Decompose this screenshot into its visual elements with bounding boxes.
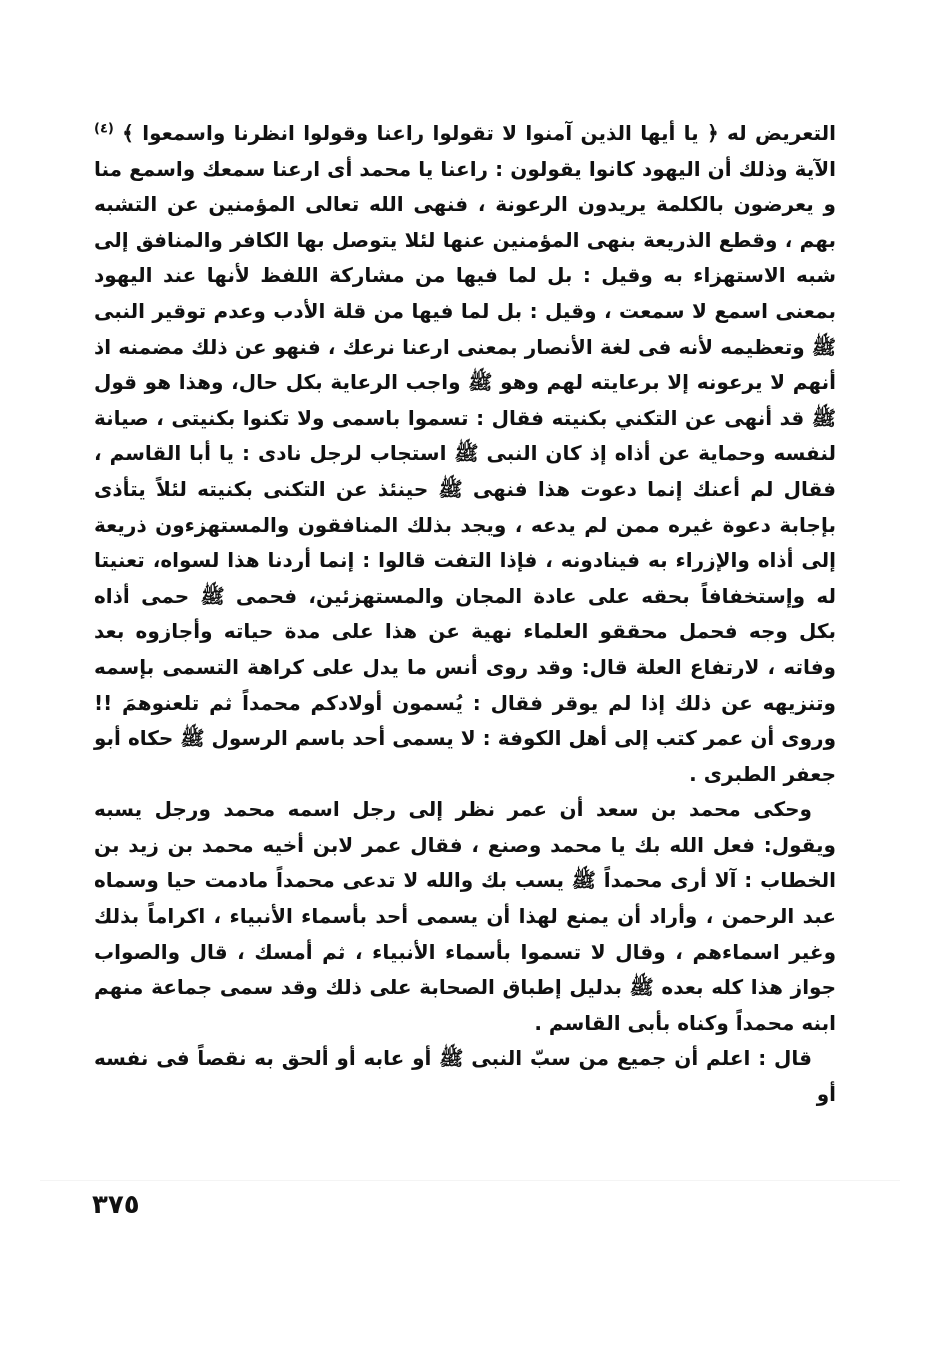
paragraph-body: الآية وذلك أن اليهود كانوا يقولون : راعنا يا محمد أى ارعنا سمعك واسمع منا و يعرضون بالكلمة يريدون الرعونة ، فنهى الله تعالى المؤمنين عن التشبه بهم ، وقطع الذريعة بنهى المؤمنين عنها لئلا يتوصل بها الكافر والمنافق إلى شبه الاستهزاء به وقيل : بل لما فيها من مشاركة اللفظ لأنها عند اليهود بمعنى اسمع لا سمعت ، وقيل : بل لما فيها من قلة الأدب وعدم توقير النبى ﷺ وتعظيمه لأنه فى لغة الأنصار بمعنى ارعنا نرعك ، فنهو عن ذلك مضمنه اذ أنهم لا يرعونه إلا برعايته لهم وهو ﷺ واجب الرعاية بكل حال، وهذا هو قول ﷺ قد أنهى عن التكني بكنيته فقال : تسموا باسمى ولا تكنوا بكنيتى ، صيانة لنفسه وحماية عن أذاه إذ كان النبى ﷺ استجاب لرجل نادى : يا أبا القاسم ، فقال لم أعنك إنما دعوت هذا فنهى ﷺ حينئذ عن التكنى بكنيته لئلاً يتأذى بإجابة دعوة غيره ممن لم يدعه ، ويجد بذلك المنافقون والمستهزءون ذريعة إلى أذاه والإزراء به فينادونه ، فإذا التفت قالوا : إنما أردنا هذا لسواه، تعنيتا له وإستخفافاً بحقه على عادة المجان والمستهزئين، فحمى ﷺ حمى أذاه بكل وجه فحمل محققو العلماء نهية عن هذا على مدة حياته وأجازوه بعد وفاته ، لارتفاع العلة قال: وقد روى أنس ما يدل على كراهة التسمى بإسمه وتنزيهه عن ذلك إذا لم يوقر فقال : يُسمون أولادكم محمداً ثم تلعنوهمَ !! وروى أن عمر كتب إلى أهل الكوفة : لا يسمى أحد باسم الرسول ﷺ حكاه أبو جعفر الطبرى .	[94, 156, 836, 786]
quran-verse: يا أيها الذين آمنوا لا تقولوا راعنا وقولوا انظرنا واسمعوا	[142, 121, 699, 145]
footnote-marker: (٤)	[94, 121, 114, 137]
paragraph-lead: التعريض له	[727, 121, 837, 145]
paragraph: وحكى محمد بن سعد أن عمر نظر إلى رجل اسمه محمد ورجل يسبه ويقول: فعل الله بك يا محمد وصنع ، فقال عمر لابن أخيه محمد بن زيد بن الخطاب : آلا أرى محمداً ﷺ يسب بك والله لا تدعى محمداً مادمت حيا وسماه عبد الرحمن ، وأراد أن يمنع لهذا أن يسمى أحد بأسماء الأنبياء ، اكراماً بذلك وغير اسماءهم ، وقال لا تسموا بأسماء الأنبياء ، ثم أمسك ، قال والصواب جواز هذا كله بعده ﷺ بدليل إطباق الصحابة على ذلك وقد سمى جماعة منهم ابنه محمداً وكناه بأبى القاسم .	[94, 797, 836, 1035]
quran-close-bracket: ﴾	[122, 121, 134, 145]
paragraph	[94, 116, 836, 792]
page-number: ٣٧٥	[92, 1190, 140, 1220]
paragraph: قال : اعلم أن جميع من سبّ النبى ﷺ أو عابه أو ألحق به نقصاً فى نفسه أو	[94, 1046, 836, 1107]
page-divider	[40, 1180, 900, 1181]
page-body	[94, 116, 836, 1113]
quran-open-bracket: ﴿	[706, 121, 719, 145]
